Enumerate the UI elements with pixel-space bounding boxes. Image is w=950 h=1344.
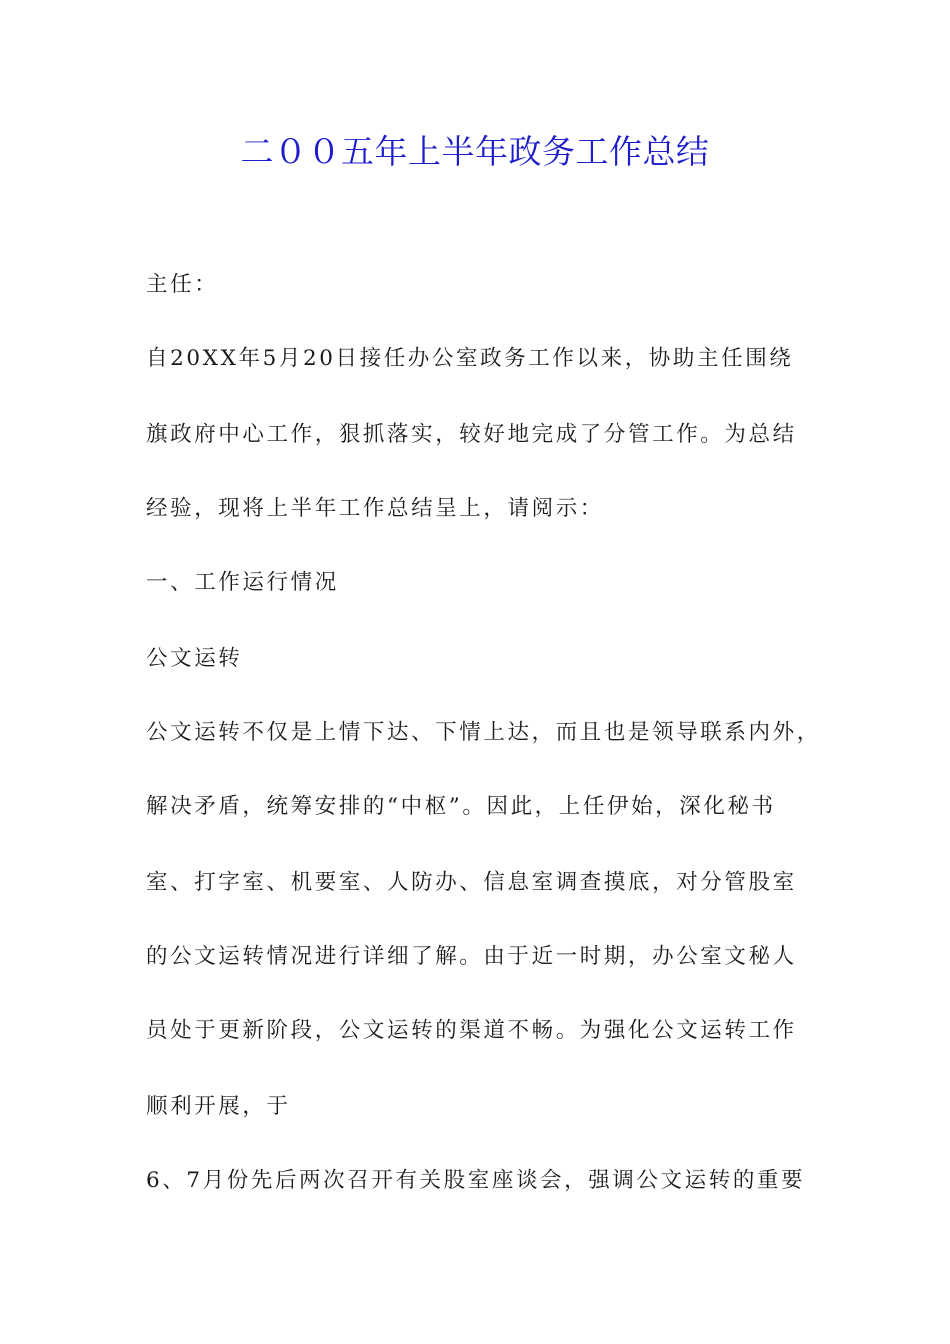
paragraph-line: 的公文运转情况进行详细了解。由于近一时期，办公室文秘人: [146, 944, 797, 969]
document-title: 二００五年上半年政务工作总结: [240, 132, 710, 171]
salutation: 主任：: [146, 272, 219, 297]
paragraph-line: 旗政府中心工作，狠抓落实，较好地完成了分管工作。为总结: [146, 422, 797, 447]
paragraph-line: 公文运转不仅是上情下达、下情上达，而且也是领导联系内外，: [146, 720, 821, 745]
paragraph-line: 解决矛盾，统筹安排的“中枢”。因此，上任伊始，深化秘书: [146, 794, 776, 819]
paragraph-line: 经验，现将上半年工作总结呈上，请阅示：: [146, 496, 604, 521]
subsection-heading: 公文运转: [146, 646, 243, 671]
section-heading: 一、工作运行情况: [146, 570, 339, 595]
paragraph-line: 员处于更新阶段，公文运转的渠道不畅。为强化公文运转工作: [146, 1018, 797, 1043]
paragraph-line: 室、打字室、机要室、人防办、信息室调查摸底，对分管股室: [146, 870, 797, 895]
paragraph-line: 自20XX年5月20日接任办公室政务工作以来，协助主任围绕: [146, 346, 794, 371]
paragraph-line: 顺利开展，于: [146, 1094, 291, 1119]
paragraph-line: 6、7月份先后两次召开有关股室座谈会，强调公文运转的重要: [146, 1168, 806, 1193]
